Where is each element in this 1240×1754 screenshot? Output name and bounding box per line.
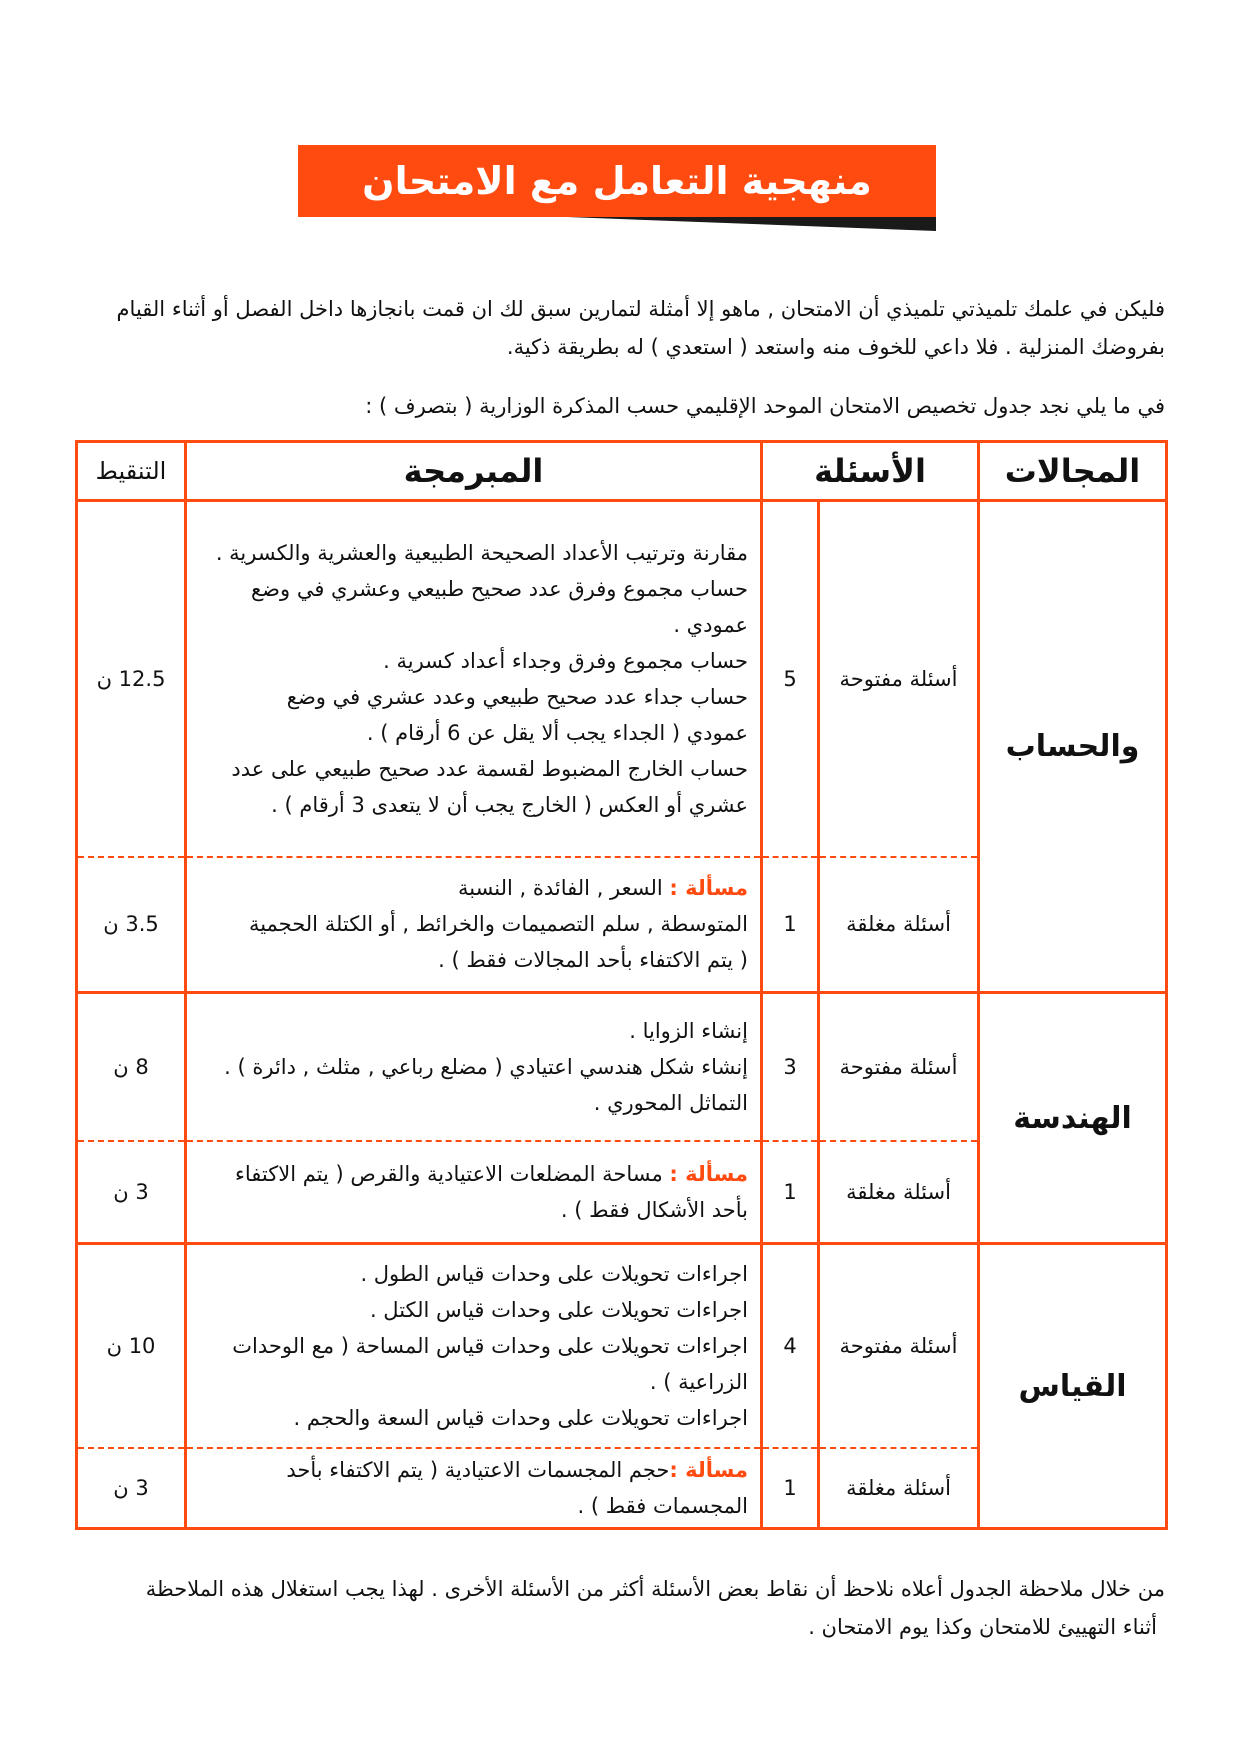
program-lines [197,1488,748,1524]
program-line: ( يتم الاكتفاء بأحد المجالات فقط ) . [438,948,748,973]
outro-paragraph [75,1570,1165,1646]
program-line: مقارنة وترتيب الأعداد الصحيحة الطبيعية والعشرية والكسرية . [215,540,748,565]
problem-label: مسألة : [669,876,748,901]
problem-line [197,1452,748,1488]
program-line: بأحد الأشكال فقط ) . [560,1197,748,1222]
program-lines [197,906,748,978]
program-lines [197,1192,748,1228]
program-line: عشري أو العكس ( الخارج يجب أن لا يتعدى 3 أرقام ) . [271,792,748,817]
score-cell: 8 ن [77,993,186,1141]
score-cell: 3 ن [77,1448,186,1529]
header-score: التنقيط [77,442,186,501]
program-line: التماثل المحوري . [593,1090,748,1115]
problem-text: حجم المجسمات الاعتيادية ( يتم الاكتفاء بأحد [286,1457,670,1482]
outro-line-1: من خلال ملاحظة الجدول أعلاه نلاحظ أن نقاط بعض الأسئلة أكثر من الأسئلة الأخرى . لهذا يجب استغلال هذه الملاحظة [145,1577,1165,1601]
problem-label: مسألة : [669,1161,748,1186]
problem-line [197,870,748,906]
intro-paragraph [75,290,1165,366]
program-line: الزراعية ) . [649,1369,748,1394]
program-cell [186,1244,762,1448]
question-type: أسئلة مغلقة [819,1141,979,1244]
table-row [77,1244,1167,1448]
program-line: عمودي . [673,612,748,637]
program-line: اجراءات تحويلات على وحدات قياس الطول . [360,1261,748,1286]
program-cell [186,1141,762,1244]
table-intro: في ما يلي نجد جدول تخصيص الامتحان الموحد الإقليمي حسب المذكرة الوزارية ( بتصرف ) : [365,394,1165,418]
question-type: أسئلة مغلقة [819,857,979,993]
header-questions: الأسئلة [762,442,979,501]
program-cell [186,993,762,1141]
program-line: حساب جداء عدد صحيح طبيعي وعدد عشري في وضع [286,684,748,709]
program-line: إنشاء الزوايا . [629,1018,748,1043]
problem-line [197,1156,748,1192]
question-count: 1 [762,857,819,993]
table-row [77,993,1167,1141]
problem-text: السعر , الفائدة , النسبة [457,876,670,901]
page-title: منهجية التعامل مع الامتحان [362,159,872,203]
domain-measurement: القياس [979,1244,1167,1529]
question-count: 5 [762,501,819,857]
problem-text: مساحة المضلعات الاعتيادية والقرص ( يتم الاكتفاء [234,1161,670,1186]
question-count: 1 [762,1141,819,1244]
score-cell: 12.5 ن [77,501,186,857]
program-line: اجراءات تحويلات على وحدات قياس السعة والحجم . [293,1405,748,1430]
program-line: المجسمات فقط ) . [577,1493,748,1518]
program-line: اجراءات تحويلات على وحدات قياس المساحة ( مع الوحدات [232,1333,748,1358]
program-line: اجراءات تحويلات على وحدات قياس الكتل . [369,1297,748,1322]
program-line: عمودي ( الجداء يجب ألا يقل عن 6 أرقام ) . [366,720,748,745]
header-program: المبرمجة [186,442,762,501]
domain-geometry: الهندسة [979,993,1167,1244]
program-line: حساب مجموع وفرق عدد صحيح طبيعي وعشري في وضع [251,576,748,601]
question-count: 3 [762,993,819,1141]
outro-line-2: أثناء التهييئ للامتحان وكذا يوم الامتحان . [808,1615,1157,1639]
exam-allocation-table [75,440,1168,1530]
intro-line-2: بفروضك المنزلية . فلا داعي للخوف منه واستعد ( استعدي ) له بطريقة ذكية. [506,335,1165,359]
program-line: حساب مجموع وفرق وجداء أعداد كسرية . [383,648,748,673]
title-banner [298,145,936,235]
question-count: 1 [762,1448,819,1529]
program-line: حساب الخارج المضبوط لقسمة عدد صحيح طبيعي على عدد [231,756,748,781]
domain-arithmetic: والحساب [979,501,1167,993]
banner-box [298,145,936,217]
question-type: أسئلة مغلقة [819,1448,979,1529]
program-cell [186,501,762,857]
program-cell [186,857,762,993]
score-cell: 3 ن [77,1141,186,1244]
header-domains: المجالات [979,442,1167,501]
intro-line-1: فليكن في علمك تلميذتي تلميذي أن الامتحان , ماهو إلا أمثلة لتمارين سبق لك ان قمت بانجازها داخل الفصل أو أثناء القيام [116,297,1165,321]
table-row [77,501,1167,857]
program-cell [186,1448,762,1529]
problem-label: مسألة : [669,1457,748,1482]
question-count: 4 [762,1244,819,1448]
program-line: المتوسطة , سلم التصميمات والخرائط , أو الكتلة الحجمية [248,912,748,937]
score-cell: 3.5 ن [77,857,186,993]
table-header-row [77,442,1167,501]
program-line: إنشاء شكل هندسي اعتيادي ( مضلع رباعي , مثلث , دائرة ) . [224,1054,748,1079]
question-type: أسئلة مفتوحة [819,1244,979,1448]
question-type: أسئلة مفتوحة [819,993,979,1141]
question-type: أسئلة مفتوحة [819,501,979,857]
score-cell: 10 ن [77,1244,186,1448]
